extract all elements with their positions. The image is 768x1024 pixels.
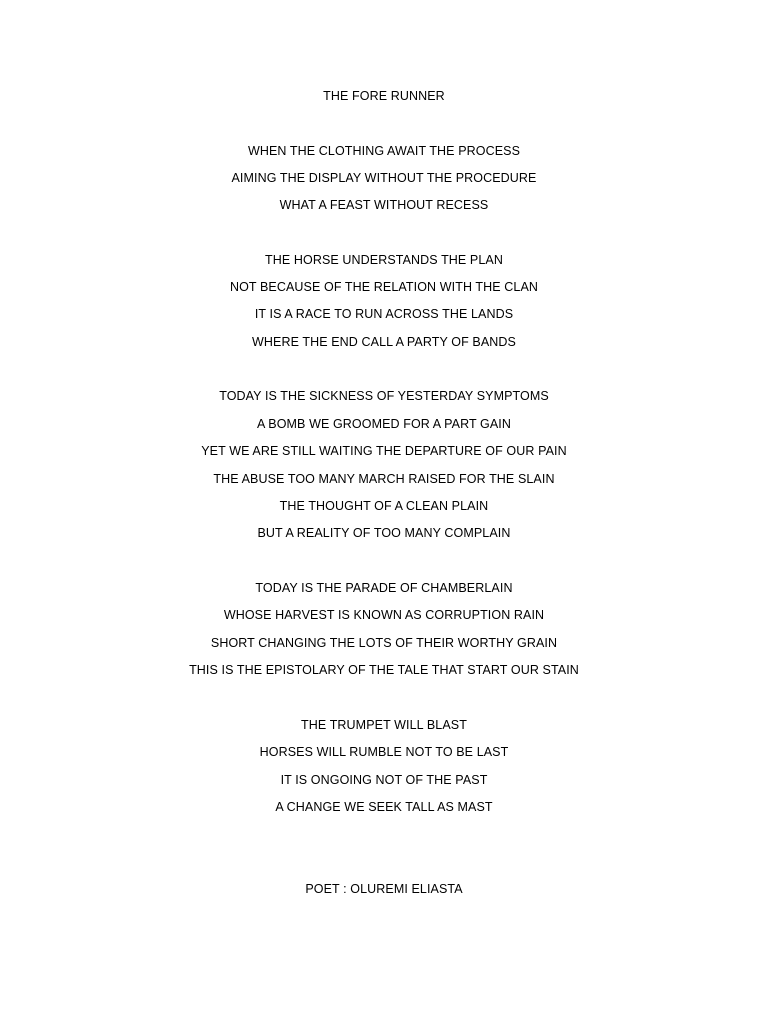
poem-byline: POET : OLUREMI ELIASTA bbox=[305, 882, 463, 896]
poem-line: YET WE ARE STILL WAITING THE DEPARTURE OF OUR PAIN bbox=[201, 444, 567, 458]
poem-line: WHERE THE END CALL A PARTY OF BANDS bbox=[252, 335, 516, 349]
poem-line: THIS IS THE EPISTOLARY OF THE TALE THAT START OUR STAIN bbox=[189, 663, 579, 677]
poem-line: WHEN THE CLOTHING AWAIT THE PROCESS bbox=[247, 144, 521, 158]
poem-line: IT IS A RACE TO RUN ACROSS THE LANDS bbox=[254, 307, 514, 321]
poem-line: SHORT CHANGING THE LOTS OF THEIR WORTHY GRAIN bbox=[210, 636, 558, 650]
poem-line: THE HORSE UNDERSTANDS THE PLAN bbox=[265, 253, 503, 267]
poem-line: IT IS ONGOING NOT OF THE PAST bbox=[280, 773, 488, 787]
poem-line: A BOMB WE GROOMED FOR A PART GAIN bbox=[256, 417, 512, 431]
poem-line: WHOSE HARVEST IS KNOWN AS CORRUPTION RAIN bbox=[223, 608, 545, 622]
poem-line: BUT A REALITY OF TOO MANY COMPLAIN bbox=[257, 526, 511, 540]
poem-line: THE ABUSE TOO MANY MARCH RAISED FOR THE SLAIN bbox=[213, 472, 555, 486]
poem-line: AIMING THE DISPLAY WITHOUT THE PROCEDURE bbox=[231, 171, 537, 185]
poem-line: HORSES WILL RUMBLE NOT TO BE LAST bbox=[259, 745, 509, 759]
poem-line: THE TRUMPET WILL BLAST bbox=[301, 718, 467, 732]
poem-line: NOT BECAUSE OF THE RELATION WITH THE CLAN bbox=[229, 280, 539, 294]
poem-line: TODAY IS THE SICKNESS OF YESTERDAY SYMPTOMS bbox=[219, 389, 549, 403]
poem-line: A CHANGE WE SEEK TALL AS MAST bbox=[275, 800, 493, 814]
poem-line: WHAT A FEAST WITHOUT RECESS bbox=[279, 198, 489, 212]
poem-line: TODAY IS THE PARADE OF CHAMBERLAIN bbox=[255, 581, 513, 595]
poem-title: THE FORE RUNNER bbox=[323, 89, 445, 103]
poem-line: THE THOUGHT OF A CLEAN PLAIN bbox=[279, 499, 489, 513]
